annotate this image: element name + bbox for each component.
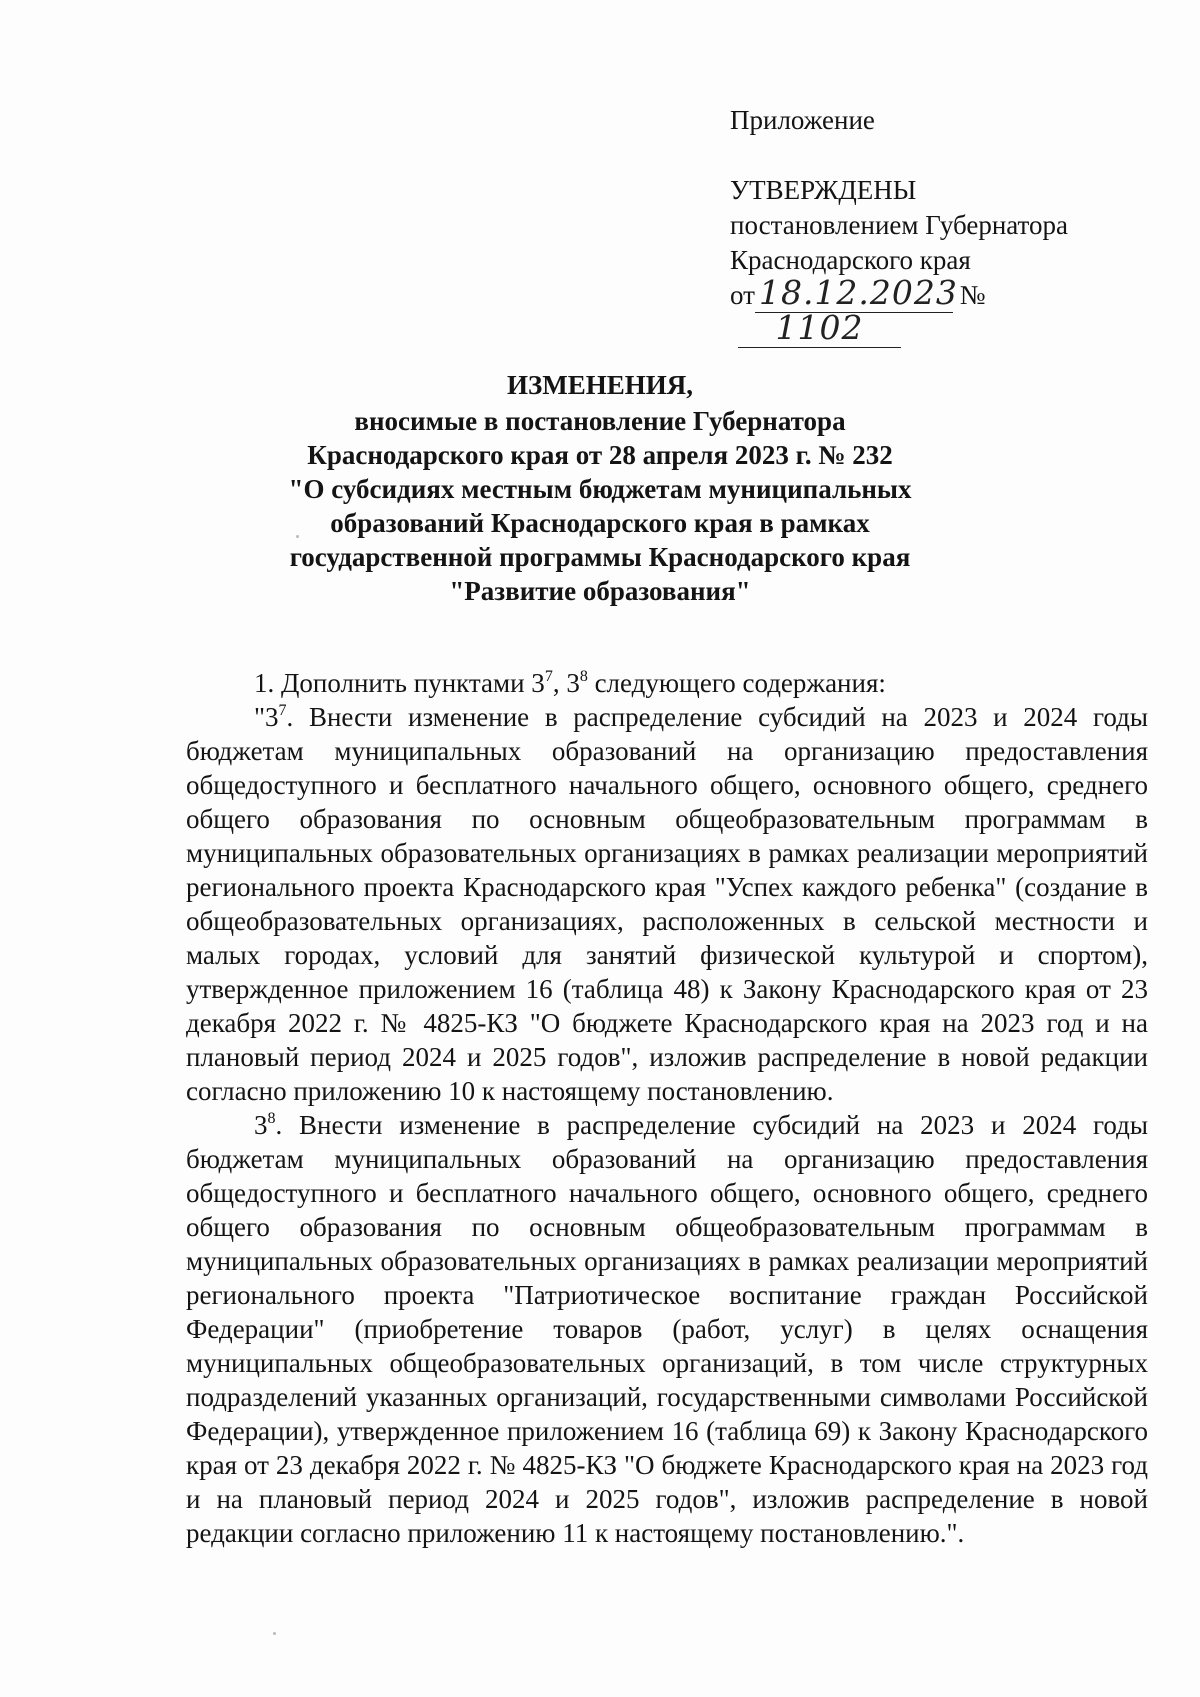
scan-artifact <box>273 1632 276 1635</box>
document-title <box>200 368 1000 608</box>
approval-line-1: постановлением Губернатора <box>730 210 1068 240</box>
title-line: "Развитие образования" <box>449 576 751 606</box>
number-field <box>738 308 901 348</box>
title-line: образований Краснодарского края в рамках <box>330 508 870 538</box>
item-1-paragraph <box>186 666 1148 700</box>
approval-line-2: Краснодарского края <box>730 245 971 275</box>
superscript: 7 <box>278 702 287 719</box>
paragraph-number: 3 <box>254 1110 268 1140</box>
paragraph-3-8 <box>186 1108 1148 1550</box>
scan-artifact <box>296 535 299 538</box>
title-line: "О субсидиях местным бюджетам муниципальных <box>288 474 912 504</box>
paragraph-3-7 <box>186 700 1148 1108</box>
item-1-text: следующего содержания: <box>587 668 886 698</box>
item-1-text: , 3 <box>552 668 580 698</box>
approval-date-line <box>730 273 1150 348</box>
title-line: Краснодарского края от 28 апреля 2023 г. № 232 <box>307 440 893 470</box>
superscript: 8 <box>267 1110 276 1127</box>
item-1-text: 1. Дополнить пунктами 3 <box>254 668 545 698</box>
appendix-label: Приложение <box>730 105 875 135</box>
paragraph-number: "3 <box>254 702 279 732</box>
handwritten-number: 1102 <box>775 308 864 347</box>
document-body <box>186 666 1148 1550</box>
title-line: государственной программы Краснодарского края <box>289 542 911 572</box>
approval-block <box>730 103 1150 348</box>
number-sign: № <box>959 280 986 310</box>
approved-label: УТВЕРЖДЕНЫ <box>730 175 917 205</box>
superscript: 7 <box>544 668 553 685</box>
from-prefix: от <box>730 280 755 310</box>
superscript: 8 <box>579 668 588 685</box>
title-line: вносимые в постановление Губернатора <box>354 406 846 436</box>
spacer <box>730 138 1150 173</box>
paragraph-text: . Внести изменение в распределение субсидий на 2023 и 2024 годы бюджетам муниципальных образований на организацию предоставления общедоступного и бесплатного начального общего, основного общего, среднего общего образования по основным общеобразовательным программам в муниципальных образовательных организациях в рамках реализации мероприятий регионального проекта Краснодарского края "Успех каждого ребенка" (создание в общеобразовательных организациях, расположенных в сельской местности и малых городах, условий для занятий физической культурой и спортом), утвержденное приложением 16 (таблица 48) к Закону Краснодарского края от 23 декабря 2022 г. № 4825-КЗ "О бюджете Краснодарского края на 2023 год и на плановый период 2024 и 2025 годов", изложив распределение в новой редакции согласно приложению 10 к настоящему постановлению. <box>186 702 1148 1106</box>
title-heading: ИЗМЕНЕНИЯ, <box>506 370 693 400</box>
handwritten-date: 18.12.2023 <box>758 273 958 312</box>
paragraph-text: . Внести изменение в распределение субсидий на 2023 и 2024 годы бюджетам муниципальных образований на организацию предоставления общедоступного и бесплатного начального общего, основного общего, среднего общего образования по основным общеобразовательным программам в муниципальных образовательных организациях в рамках реализации мероприятий регионального проекта "Патриотическое воспитание граждан Российской Федерации" (приобретение товаров (работ, услуг) в целях оснащения муниципальных общеобразовательных организаций, в том числе структурных подразделений указанных организаций, государственными символами Российской Федерации), утвержденное приложением 16 (таблица 69) к Закону Краснодарского края от 23 декабря 2022 г. № 4825-КЗ "О бюджете Краснодарского края на 2023 год и на плановый период 2024 и 2025 годов", изложив распределение в новой редакции согласно приложению 11 к настоящему постановлению.". <box>186 1110 1148 1548</box>
